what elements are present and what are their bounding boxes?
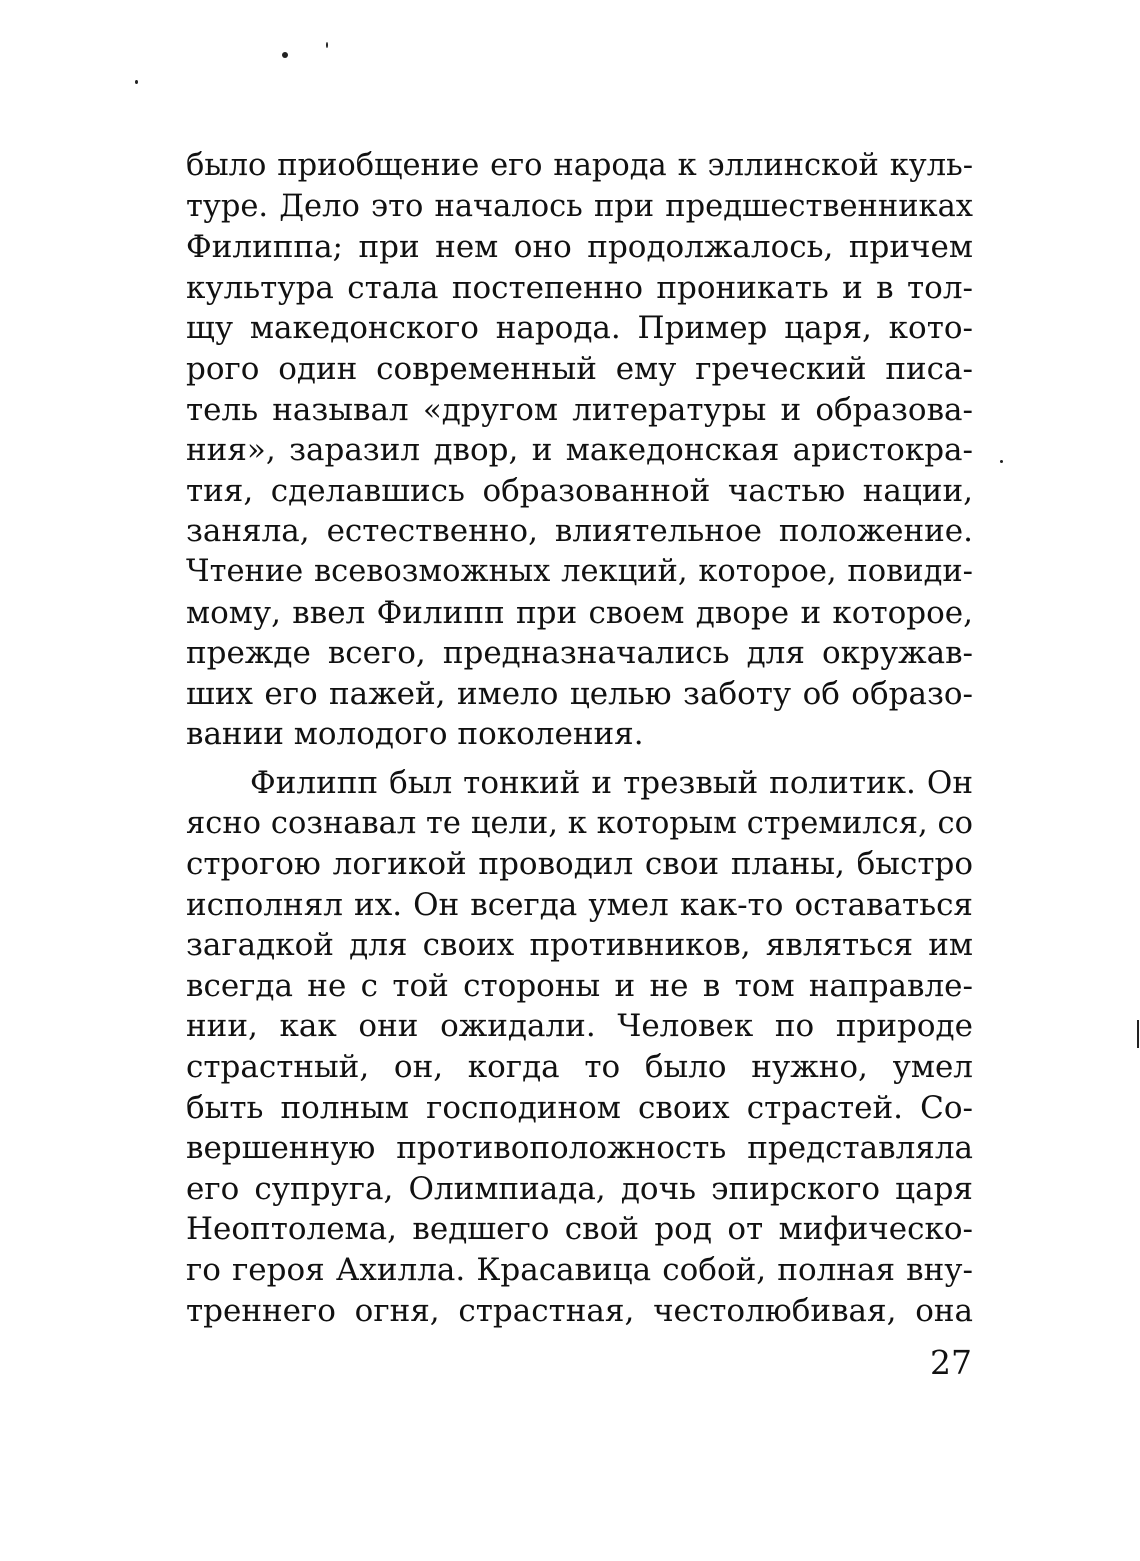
text-line: было приобщение его народа к эллинской куль- <box>186 148 973 183</box>
text-line: прежде всего, предназначались для окружав- <box>186 635 973 672</box>
paragraph <box>186 763 973 1331</box>
text-line: тель называл «другом литературы и образова- <box>186 391 973 428</box>
text-line: щу македонского народа. Пример царя, кото- <box>186 310 973 347</box>
text-line: загадкой для своих противников, являться им <box>186 927 973 964</box>
paragraph-gap <box>186 755 973 763</box>
text-line: тия, сделавшись образованной частью нации, <box>186 472 973 509</box>
body-text <box>186 146 973 1331</box>
text-line: туре. Дело это началось при предшественниках <box>186 188 973 224</box>
text-line: ясно сознавал те цели, к которым стремился, со <box>186 805 973 841</box>
scan-speck <box>326 42 328 48</box>
text-line: быть полным господином своих страстей. Со- <box>186 1089 973 1126</box>
text-line: мому, ввел Филипп при своем дворе и которое, <box>186 594 973 631</box>
text-line: ших его пажей, имело целью заботу об образо- <box>186 675 973 712</box>
text-line: вании молодого поколения. <box>186 716 644 753</box>
scan-speck <box>1137 1020 1139 1048</box>
text-line: строгою логикой проводил свои планы, быстро <box>186 846 973 883</box>
text-line: заняла, естественно, влиятельное положение. <box>186 513 973 550</box>
text-line: треннего огня, страстная, честолюбивая, она <box>186 1292 973 1329</box>
text-line: вершенную противоположность представляла <box>186 1130 973 1167</box>
paragraph <box>186 146 973 755</box>
scan-speck <box>135 80 138 84</box>
text-line: нии, как они ожидали. Человек по природе <box>186 1008 973 1045</box>
text-line: всегда не с той стороны и не в том направле- <box>186 967 973 1004</box>
text-line: Неоптолема, ведшего свой род от мифическо- <box>186 1211 973 1248</box>
text-line: ния», заразил двор, и македонская аристокра- <box>186 432 973 469</box>
text-line: Филиппа; при нем оно продолжалось, причем <box>186 229 973 266</box>
text-line: рого один современный ему греческий писа- <box>186 350 973 387</box>
text-line: Филипп был тонкий и трезвый политик. Он <box>250 764 973 801</box>
text-line: культура стала постепенно проникать и в тол- <box>186 269 973 306</box>
text-line: его супруга, Олимпиада, дочь эпирского царя <box>186 1170 973 1207</box>
text-line: исполнял их. Он всегда умел как-то оставаться <box>186 886 973 923</box>
page-number: 27 <box>930 1343 972 1382</box>
text-line: Чтение всевозможных лекций, которое, повиди- <box>186 553 973 589</box>
text-line: го героя Ахилла. Красавица собой, полная вну- <box>186 1252 973 1289</box>
text-line: страстный, он, когда то было нужно, умел <box>186 1049 973 1086</box>
scan-speck <box>282 52 288 58</box>
scan-speck <box>1000 460 1003 463</box>
